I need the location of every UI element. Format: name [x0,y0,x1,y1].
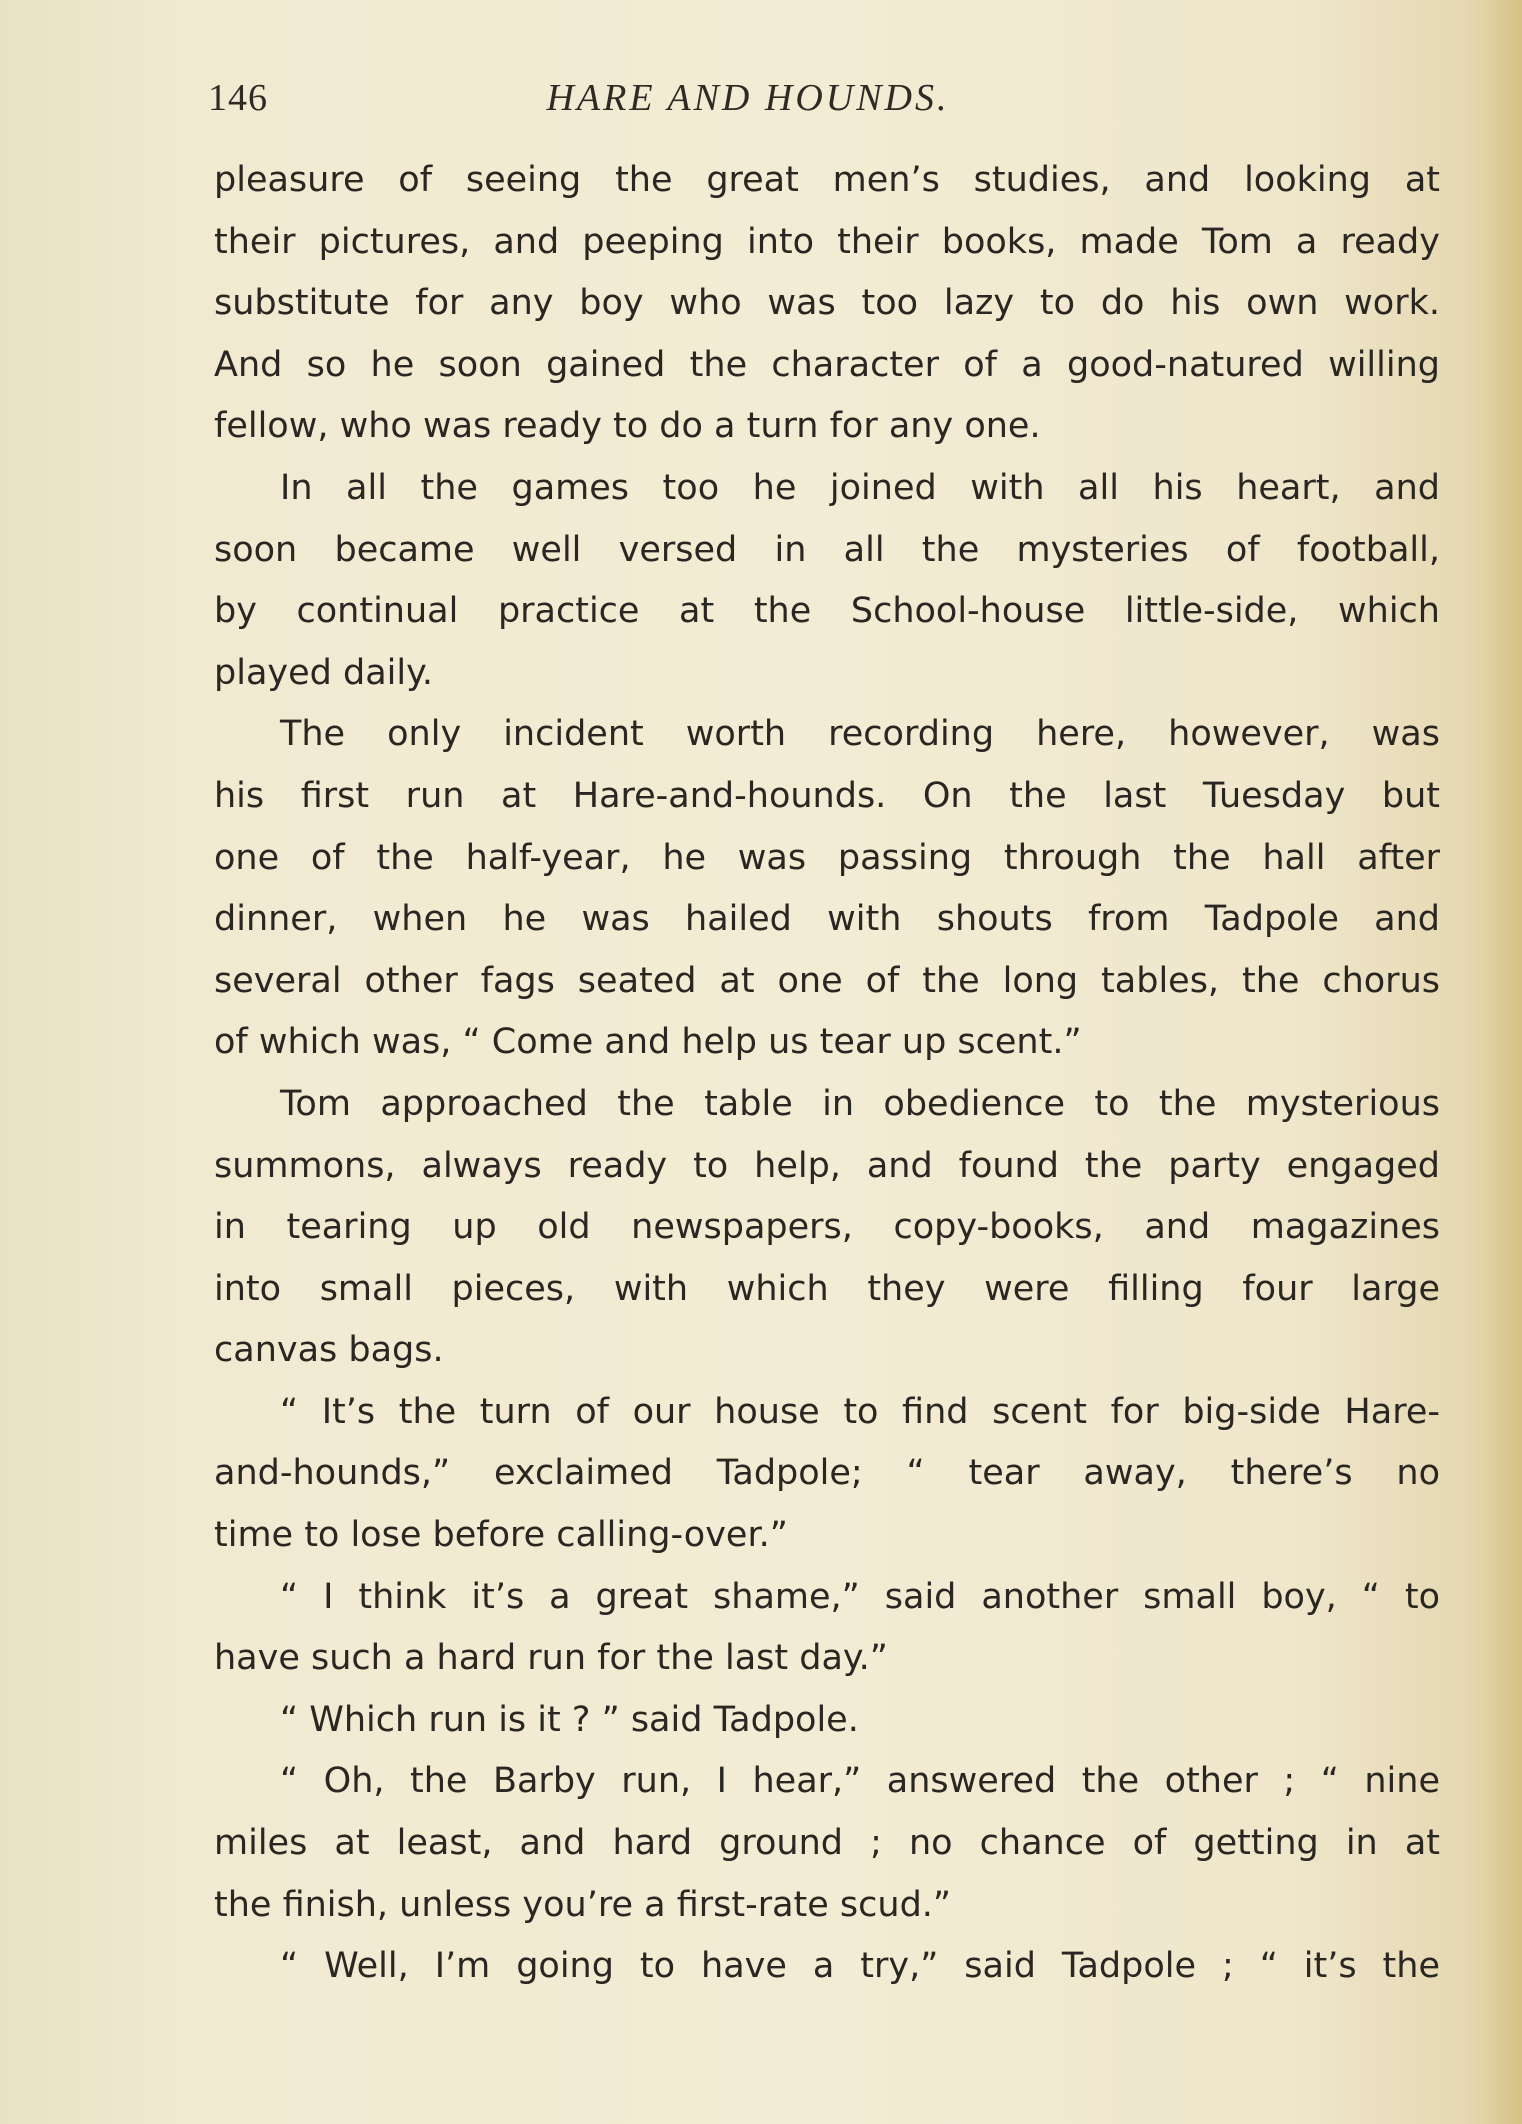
body-text [214,150,1440,1998]
text-line: his first run at Hare-and-hounds. On the last Tuesday but [214,775,1440,816]
text-line: pleasure of seeing the great men’s studies, and looking at [214,160,1440,200]
text-line: in tearing up old newspapers, copy-books, and magazines [214,1207,1440,1248]
text-line: fellow, who was ready to do a turn for any one. [214,406,1041,447]
text-line: have such a hard run for the last day.” [214,1638,888,1679]
text-line: played daily. [214,652,433,693]
text-line: of which was, “ Come and help us tear up scent.” [214,1022,1082,1063]
text-line: The only incident worth recording here, however, was [280,714,1440,755]
text-line: and-hounds,” exclaimed Tadpole; “ tear away, there’s no [214,1453,1440,1494]
text-line: And so he soon gained the character of a good-natured willing [214,344,1440,385]
text-line: soon became well versed in all the mysteries of football, [214,529,1440,570]
text-line: “ Well, I’m going to have a try,” said Tadpole ; “ it’s the [280,1946,1440,1987]
text-line: one of the half-year, he was passing through the hall after [214,837,1440,878]
text-line: “ I think it’s a great shame,” said another small boy, “ to [280,1576,1440,1617]
text-line: into small pieces, with which they were filling four large [214,1268,1440,1309]
text-line: summons, always ready to help, and found the party engaged [214,1145,1440,1186]
text-line: substitute for any boy who was too lazy to do his own work. [214,283,1440,324]
text-line: their pictures, and peeping into their books, made Tom a ready [214,221,1440,262]
text-line: Tom approached the table in obedience to the mysterious [280,1083,1440,1124]
text-line: “ It’s the turn of our house to find scent for big-side Hare- [280,1391,1440,1432]
text-line: time to lose before calling-over.” [214,1515,788,1556]
page-number: 146 [208,77,268,119]
text-line: canvas bags. [214,1330,444,1371]
text-line: “ Oh, the Barby run, I hear,” answered the other ; “ nine [280,1761,1440,1802]
text-line: several other fags seated at one of the long tables, the chorus [214,960,1440,1001]
page-edge-shadow [1482,0,1522,2124]
text-line: by continual practice at the School-house little-side, which [214,591,1440,632]
text-line: miles at least, and hard ground ; no chance of getting in at [214,1823,1440,1864]
text-line: dinner, when he was hailed with shouts from Tadpole and [214,899,1440,940]
text-line: the finish, unless you’re a first-rate scud.” [214,1884,952,1925]
running-head: HARE AND HOUNDS. [546,77,950,119]
text-line: “ Which run is it ? ” said Tadpole. [280,1699,859,1740]
text-line: In all the games too he joined with all his heart, and [280,467,1440,508]
page-header [208,70,1288,126]
